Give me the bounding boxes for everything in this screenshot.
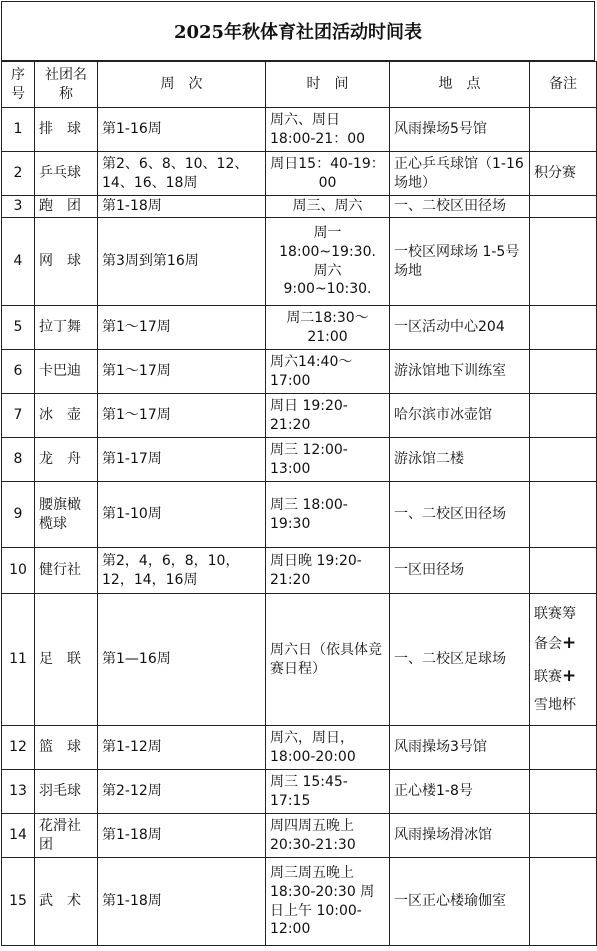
header-idx: 序号 <box>2 62 35 108</box>
row-time: 周三、周六 <box>266 196 390 218</box>
row-name: 跑 团 <box>35 196 98 218</box>
row-time: 周六、周日 18:00-21：00 <box>266 108 390 152</box>
row-location: 风雨操场5号馆 <box>390 108 530 152</box>
row-name: 网 球 <box>35 218 98 306</box>
row-time: 周三 15:45-17:15 <box>266 770 390 814</box>
note-line: 联赛筹 <box>534 605 576 622</box>
table-row <box>2 218 597 306</box>
row-time: 周日15：40-19：00 <box>266 152 390 196</box>
row-location: 游泳馆二楼 <box>390 438 530 482</box>
row-name: 排 球 <box>35 108 98 152</box>
row-time: 周四周五晚上 20:30-21:30 <box>266 814 390 858</box>
row-note <box>530 218 597 306</box>
header-name: 社团名称 <box>35 62 98 108</box>
row-location: 正心楼1-8号 <box>390 770 530 814</box>
row-name: 羽毛球 <box>35 770 98 814</box>
table-row <box>2 726 597 770</box>
row-name: 足 联 <box>35 594 98 726</box>
table-row <box>2 814 597 858</box>
row-weeks: 第1-10周 <box>98 482 266 548</box>
header-note: 备注 <box>530 62 597 108</box>
row-idx: 10 <box>2 548 35 594</box>
row-idx: 8 <box>2 438 35 482</box>
table-row <box>2 108 597 152</box>
header-row <box>2 62 597 108</box>
note-text: 备会 <box>534 636 562 653</box>
row-location: 正心乒乓球馆（1-16场地） <box>390 152 530 196</box>
table-row <box>2 482 597 548</box>
row-name: 龙 舟 <box>35 438 98 482</box>
row-location: 游泳馆地下训练室 <box>390 350 530 394</box>
table-row <box>2 858 597 946</box>
row-idx: 2 <box>2 152 35 196</box>
header-time: 时 间 <box>266 62 390 108</box>
row-note <box>530 548 597 594</box>
row-time: 周六14:40～17:00 <box>266 350 390 394</box>
row-idx: 4 <box>2 218 35 306</box>
row-time: 周日晚 19:20-21:20 <box>266 548 390 594</box>
row-location: 一区正心楼瑜伽室 <box>390 858 530 946</box>
row-name: 健行社 <box>35 548 98 594</box>
row-note <box>530 858 597 946</box>
row-weeks: 第2、6、8、10、12、14、16、18周 <box>98 152 266 196</box>
row-note <box>530 306 597 350</box>
table-row <box>2 548 597 594</box>
row-weeks: 第1～17周 <box>98 394 266 438</box>
header-weeks: 周 次 <box>98 62 266 108</box>
row-name: 冰 壶 <box>35 394 98 438</box>
row-time: 周日 19:20-21:20 <box>266 394 390 438</box>
row-idx: 6 <box>2 350 35 394</box>
row-name: 花滑社团 <box>35 814 98 858</box>
note-line-with-plus <box>534 660 592 692</box>
plus-icon: + <box>562 633 577 654</box>
row-note <box>530 482 597 548</box>
row-weeks: 第1-18周 <box>98 196 266 218</box>
plus-icon: + <box>562 665 577 686</box>
row-location: 一、二校区田径场 <box>390 196 530 218</box>
table-row <box>2 196 597 218</box>
row-weeks: 第1～17周 <box>98 306 266 350</box>
row-weeks: 第1～17周 <box>98 350 266 394</box>
page-title: 2025年秋体育社团活动时间表 <box>1 1 595 61</box>
row-weeks: 第1-18周 <box>98 814 266 858</box>
row-name: 拉丁舞 <box>35 306 98 350</box>
row-time: 周三 18:00-19:30 <box>266 482 390 548</box>
row-note <box>530 196 597 218</box>
row-idx: 3 <box>2 196 35 218</box>
row-time: 周六，周日，18:00-20:00 <box>266 726 390 770</box>
row-location: 一区田径场 <box>390 548 530 594</box>
schedule-table <box>1 61 597 946</box>
row-weeks: 第1-18周 <box>98 858 266 946</box>
row-idx: 13 <box>2 770 35 814</box>
note-line-with-plus <box>534 627 592 659</box>
row-note <box>530 350 597 394</box>
row-location: 一校区网球场 1-5号场地 <box>390 218 530 306</box>
row-name: 武 术 <box>35 858 98 946</box>
row-time: 周一 18:00~19:30. 周六 9:00~10:30. <box>266 218 390 306</box>
row-name: 乒乓球 <box>35 152 98 196</box>
row-location: 哈尔滨市冰壶馆 <box>390 394 530 438</box>
row-weeks: 第1-16周 <box>98 108 266 152</box>
row-location: 风雨操场3号馆 <box>390 726 530 770</box>
row-note <box>530 770 597 814</box>
table-row <box>2 152 597 196</box>
row-location: 一、二校区足球场 <box>390 594 530 726</box>
row-idx: 12 <box>2 726 35 770</box>
row-note: 积分赛 <box>530 152 597 196</box>
row-weeks: 第1—16周 <box>98 594 266 726</box>
row-idx: 14 <box>2 814 35 858</box>
row-name: 腰旗橄榄球 <box>35 482 98 548</box>
row-time: 周六日（依具体竞赛日程） <box>266 594 390 726</box>
row-note-league <box>530 594 597 726</box>
table-row <box>2 438 597 482</box>
row-location: 一区活动中心204 <box>390 306 530 350</box>
note-line: 雪地杯 <box>534 696 576 713</box>
row-idx: 1 <box>2 108 35 152</box>
note-text: 联赛 <box>534 668 562 685</box>
row-name: 卡巴迪 <box>35 350 98 394</box>
header-location: 地 点 <box>390 62 530 108</box>
row-location: 一、二校区田径场 <box>390 482 530 548</box>
row-idx: 5 <box>2 306 35 350</box>
row-note <box>530 814 597 858</box>
row-time: 周二18:30～21:00 <box>266 306 390 350</box>
row-note <box>530 438 597 482</box>
row-weeks: 第1-17周 <box>98 438 266 482</box>
row-idx: 9 <box>2 482 35 548</box>
row-note <box>530 108 597 152</box>
row-idx: 7 <box>2 394 35 438</box>
row-note <box>530 394 597 438</box>
table-row <box>2 350 597 394</box>
table-row <box>2 394 597 438</box>
table-row <box>2 306 597 350</box>
row-location: 风雨操场滑冰馆 <box>390 814 530 858</box>
row-weeks: 第3周到第16周 <box>98 218 266 306</box>
row-weeks: 第2-12周 <box>98 770 266 814</box>
row-name: 篮 球 <box>35 726 98 770</box>
row-time: 周三周五晚上 18:30-20:30 周日上午 10:00-12:00 <box>266 858 390 946</box>
row-note <box>530 726 597 770</box>
row-weeks: 第2，4，6，8，10，12，14，16周 <box>98 548 266 594</box>
row-weeks: 第1-12周 <box>98 726 266 770</box>
row-time: 周三 12:00-13:00 <box>266 438 390 482</box>
table-row <box>2 594 597 726</box>
table-row <box>2 770 597 814</box>
row-idx: 15 <box>2 858 35 946</box>
row-idx: 11 <box>2 594 35 726</box>
